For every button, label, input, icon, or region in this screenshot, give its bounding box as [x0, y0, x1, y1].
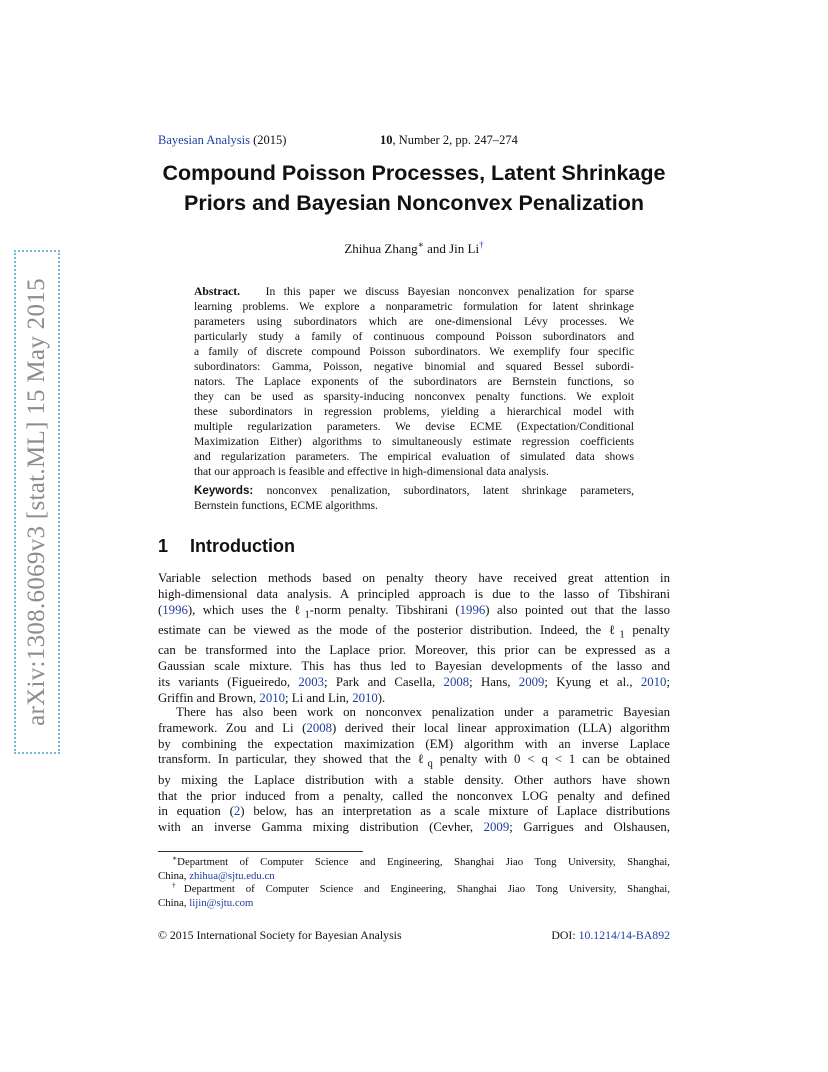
- footnote-mark: †: [172, 880, 184, 890]
- text-span: penalty with 0 < q < 1 can be obtained: [432, 752, 670, 767]
- text-span: framework. Zou and Li (: [158, 720, 307, 735]
- author-1-footnote-mark[interactable]: ∗: [417, 239, 424, 250]
- journal-link[interactable]: Bayesian Analysis: [158, 133, 251, 147]
- footnote-1: [158, 853, 670, 870]
- footnote-2-line-2: [158, 897, 670, 911]
- volume-number: 10: [380, 133, 393, 147]
- running-header: [158, 133, 670, 149]
- citation-link[interactable]: 2010: [640, 674, 667, 689]
- email-link[interactable]: zhihua@sjtu.edu.cn: [189, 869, 275, 882]
- text-span: (: [158, 602, 163, 617]
- footnote-divider: [158, 851, 363, 852]
- citation-link[interactable]: 2008: [306, 720, 333, 735]
- doi-label: DOI:: [551, 928, 579, 942]
- paper-title: [158, 158, 670, 218]
- footnote-text: China,: [158, 896, 190, 909]
- citation-link[interactable]: 2008: [443, 674, 470, 689]
- footnote-mark: ∗: [172, 853, 178, 863]
- text-span: ; Kyung et al.,: [544, 674, 641, 689]
- text-span: ), which uses the ℓ: [187, 602, 305, 617]
- paragraph-line: [158, 820, 670, 836]
- copyright-notice: © 2015 International Society for Bayesian Analysis: [158, 928, 402, 942]
- text-span: -norm penalty. Tibshirani (: [309, 602, 460, 617]
- paragraph-line: high-dimensional data analysis. A principled approach is due to the lasso of Tibshirani: [158, 586, 670, 601]
- citation-link[interactable]: 2010: [352, 690, 378, 705]
- text-span: ) derived their local linear approximation (LLA) algorithm: [332, 720, 671, 735]
- section-title: Introduction: [190, 536, 295, 556]
- paragraph-line: [158, 721, 670, 737]
- paragraph-2: [158, 705, 670, 836]
- abstract-line: learning problems. We explore a nonparametric formulation for latent shrinkage: [194, 300, 634, 313]
- abstract-line: parameters using subordinators which are one-dimensional Lévy processes. We: [194, 315, 634, 328]
- paragraph-line: can be transformed into the Laplace prior. Moreover, this prior can be expressed as a: [158, 643, 670, 658]
- paragraph-line: Gaussian scale mixture. This has thus led to Bayesian developments of the lasso and: [158, 659, 670, 674]
- text-span: ; Li and Lin,: [285, 690, 353, 705]
- paragraph-line: [158, 752, 670, 772]
- equation-link[interactable]: 2: [233, 804, 241, 819]
- abstract-line: these subordinators in regression problems, yielding a hierarchical model with: [194, 405, 634, 418]
- text-span: ; Hans,: [469, 674, 519, 689]
- title-line-1: Compound Poisson Processes, Latent Shrinkage: [162, 161, 666, 185]
- citation-link[interactable]: 2003: [298, 674, 324, 689]
- paragraph-line: [158, 623, 670, 643]
- subscript: 1: [619, 629, 625, 641]
- arxiv-identifier: arXiv:1308.6069v3 [stat.ML] 15 May 2015: [23, 278, 50, 726]
- text-span: estimate can be viewed as the mode of the posterior distribution. Indeed, the ℓ: [158, 622, 620, 637]
- paragraph-line: Variable selection methods based on penalty theory have received great attention in: [158, 571, 670, 585]
- subscript: q: [427, 758, 433, 770]
- keywords-line: [194, 483, 634, 498]
- text-span: ; Garrigues and Olshausen,: [509, 820, 670, 835]
- footnote-text: Department of Computer Science and Engineering, Shanghai Jiao Tong University, Shanghai,: [177, 856, 670, 868]
- footnote-1-line-2: [158, 870, 670, 884]
- text-span: transform. In particular, they showed that the ℓ: [158, 752, 428, 767]
- paragraph-line: There has also been work on nonconvex penalization under a parametric Bayesian: [176, 705, 670, 719]
- author-2-footnote-mark[interactable]: †: [479, 239, 484, 250]
- abstract-line: they can be used as sparsity-inducing nonconvex penalty functions. We exploit: [194, 390, 634, 403]
- paragraph-line: that the prior induced from a penalty, called the nonconvex LOG penalty and defined: [158, 788, 670, 803]
- paragraph-line: [158, 603, 670, 623]
- keywords-label: Keywords:: [194, 484, 254, 497]
- text-span: its variants (Figueiredo,: [158, 674, 299, 689]
- text-span: ).: [377, 690, 386, 705]
- journal-year: (2015): [250, 133, 287, 147]
- text-span: penalty: [624, 622, 671, 637]
- author-conjunction: and: [423, 241, 450, 256]
- text-span: ) also pointed out that the lasso: [485, 602, 670, 617]
- author-list: [158, 241, 670, 257]
- text-span: in equation (: [158, 804, 234, 819]
- abstract-line: [194, 284, 634, 299]
- footnote-2: [158, 880, 670, 897]
- abstract-label: Abstract.: [194, 285, 241, 298]
- text-span: with an inverse Gamma mixing distribution (Cevher,: [158, 820, 484, 835]
- paragraph-line: by mixing the Laplace distribution with a stable density. Other authors have shown: [158, 772, 670, 787]
- doi: [551, 928, 670, 943]
- journal-citation: [158, 133, 286, 148]
- abstract-line: nators. The Laplace exponents of the subordinators are Bernstein functions, so: [194, 375, 634, 388]
- abstract-line: and regularization parameters. The empirical evaluation of simulated data shows: [194, 450, 634, 463]
- citation-link[interactable]: 1996: [459, 602, 486, 617]
- email-link[interactable]: lijin@sjtu.com: [189, 896, 254, 909]
- abstract-line: multiple regularization parameters. We devise ECME (Expectation/Conditional: [194, 420, 634, 433]
- abstract-line: that our approach is feasible and effective in high-dimensional data analysis.: [194, 465, 549, 478]
- citation-link[interactable]: 2010: [259, 690, 286, 705]
- arxiv-stamp: [14, 250, 60, 754]
- keywords-text-1: nonconvex penalization, subordinators, latent shrinkage parameters,: [266, 484, 634, 497]
- abstract: [194, 284, 634, 479]
- keywords: [194, 483, 634, 513]
- citation-link[interactable]: 2009: [483, 820, 510, 835]
- footnote-text: Department of Computer Science and Engineering, Shanghai Jiao Tong University, Shanghai,: [183, 883, 670, 895]
- text-span: ) below, has an interpretation as a scale mixture of Laplace distributions: [240, 804, 670, 819]
- keywords-line: Bernstein functions, ECME algorithms.: [194, 499, 378, 512]
- abstract-line: subordinators: Gamma, Poisson, negative binomial and squared Bessel subordi-: [194, 360, 634, 373]
- issue-pages: , Number 2, pp. 247–274: [392, 133, 518, 147]
- paragraph-line: by combining the expectation maximization (EM) algorithm with an inverse Laplace: [158, 736, 670, 751]
- subscript: 1: [304, 609, 310, 621]
- abstract-line-text: In this paper we discuss Bayesian nonconvex penalization for sparse: [265, 285, 634, 298]
- text-span: ; Park and Casella,: [324, 674, 444, 689]
- paragraph-line: [158, 804, 670, 820]
- text-span: ;: [666, 674, 670, 689]
- author-name-1: Zhihua Zhang: [344, 241, 418, 256]
- citation-link[interactable]: 1996: [162, 602, 188, 617]
- footnote-text: China,: [158, 869, 190, 882]
- abstract-line: a family of discrete compound Poisson subordinators. We exemplify four specific: [194, 345, 634, 358]
- abstract-line: particularly study a family of continuous compound Poisson subordinators and: [194, 330, 634, 343]
- author-name-2: Jin Li: [449, 241, 480, 256]
- citation-link[interactable]: 2009: [518, 674, 545, 689]
- doi-link[interactable]: 10.1214/14-BA892: [578, 928, 670, 942]
- paragraph-line: [158, 675, 670, 691]
- section-number: 1: [158, 536, 169, 556]
- footnotes: [158, 853, 670, 910]
- section-heading: [158, 536, 670, 557]
- page-footer: [158, 928, 670, 944]
- issue-info: [380, 133, 518, 148]
- title-line-2: Priors and Bayesian Nonconvex Penalization: [183, 191, 644, 215]
- text-span: Griffin and Brown,: [158, 690, 260, 705]
- paragraph-1: [158, 571, 670, 706]
- abstract-line: Maximization Either) algorithms to simultaneously estimate regression coefficients: [194, 435, 634, 448]
